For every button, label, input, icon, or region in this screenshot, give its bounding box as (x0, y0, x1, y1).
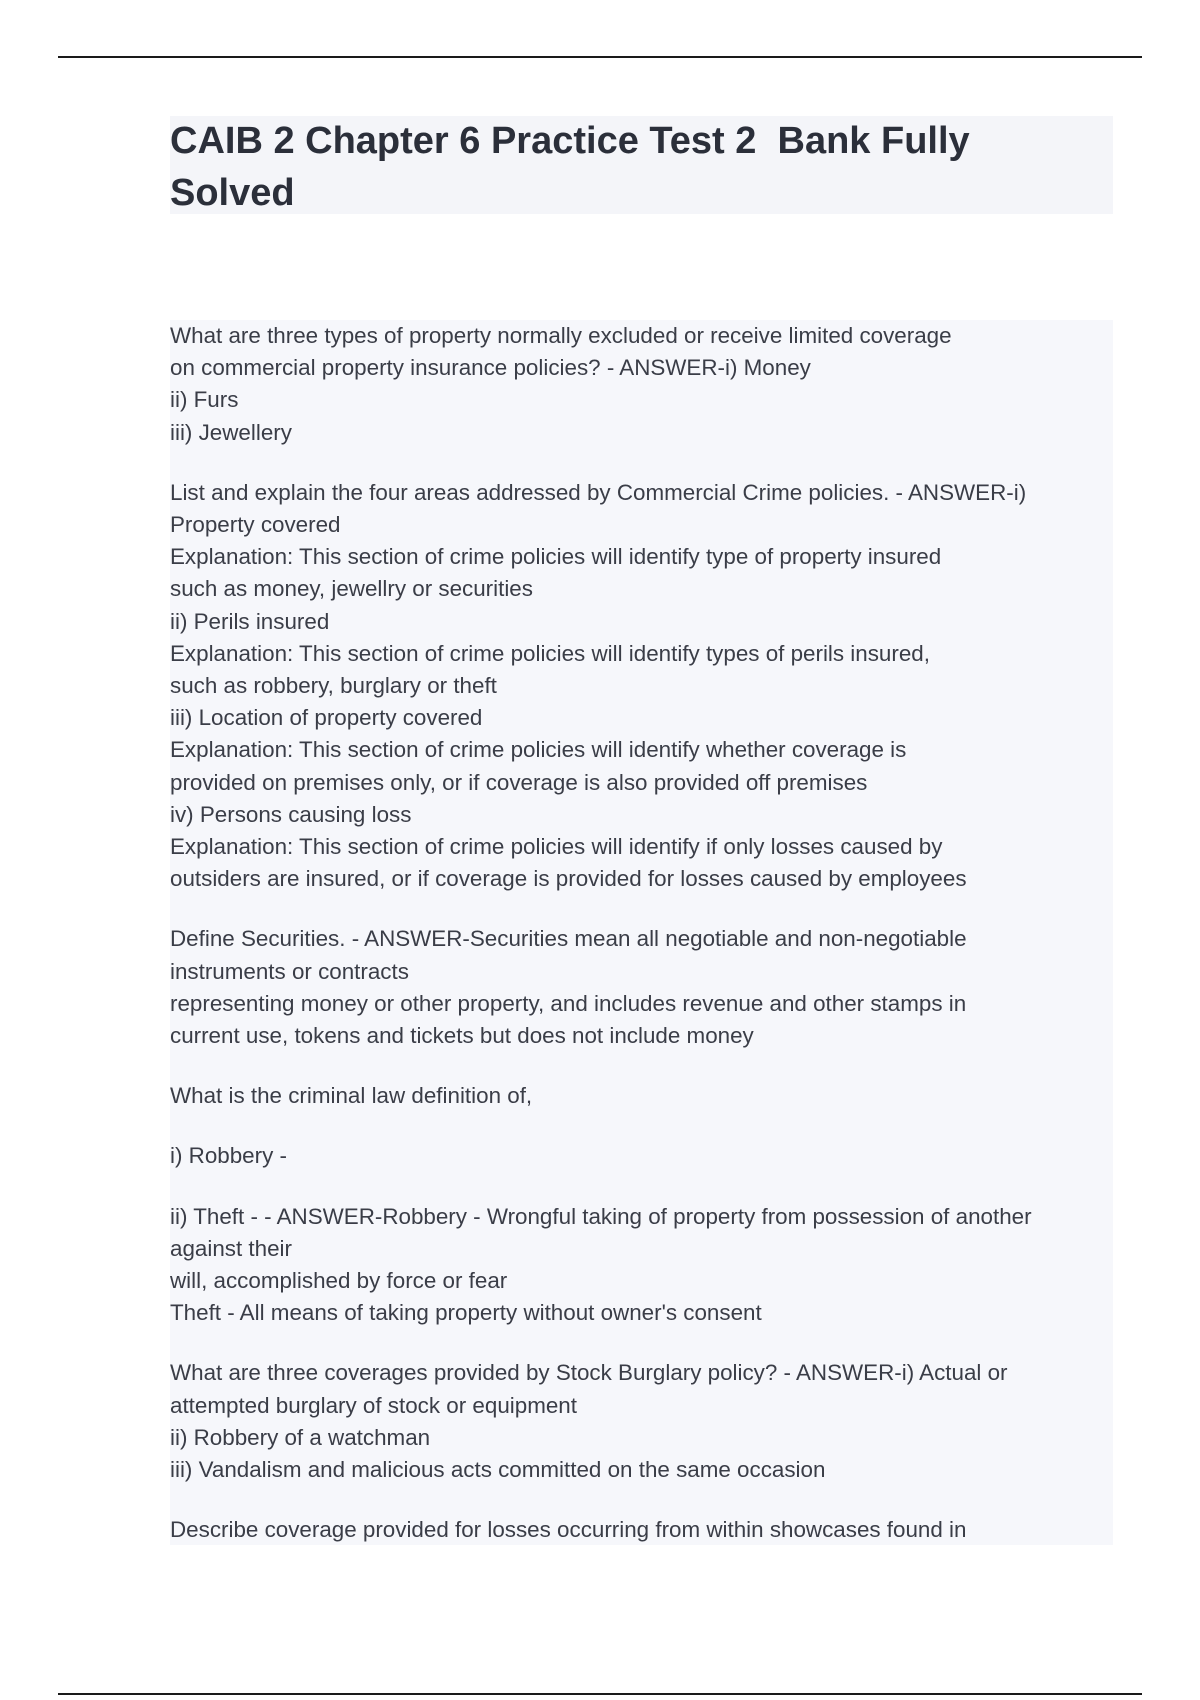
qa-line: instruments or contracts (170, 958, 409, 984)
qa-item (170, 1140, 1113, 1172)
qa-item (170, 477, 1113, 896)
qa-content (170, 320, 1113, 1545)
qa-line: representing money or other property, and includes revenue and other stamps in (170, 990, 967, 1016)
qa-line: Describe coverage provided for losses occurring from within showcases found in (170, 1517, 967, 1543)
qa-line: outsiders are insured, or if coverage is provided for losses caused by employees (170, 866, 967, 892)
bottom-rule (58, 1693, 1142, 1695)
qa-line: iii) Jewellery (170, 419, 292, 445)
qa-item (170, 1201, 1113, 1330)
qa-line: provided on premises only, or if coverage is also provided off premises (170, 769, 868, 795)
qa-line: ii) Theft - - ANSWER-Robbery - Wrongful taking of property from possession of another (170, 1203, 1032, 1229)
qa-line: What are three types of property normally excluded or receive limited coverage (170, 323, 952, 348)
qa-item (170, 1357, 1113, 1486)
qa-line: iii) Vandalism and malicious acts committed on the same occasion (170, 1457, 826, 1483)
qa-line: What is the criminal law definition of, (170, 1083, 533, 1109)
title-line: Solved (170, 172, 295, 214)
qa-line: What are three coverages provided by Stock Burglary policy? - ANSWER-i) Actual or (170, 1360, 1008, 1386)
qa-line: against their (170, 1235, 292, 1261)
qa-line: such as robbery, burglary or theft (170, 673, 497, 699)
top-rule (58, 56, 1142, 58)
qa-line: List and explain the four areas addressed by Commercial Crime policies. - ANSWER-i) (170, 479, 1027, 505)
title-line: CAIB 2 Chapter 6 Practice Test 2 Bank Fully (170, 120, 970, 162)
qa-line: ii) Perils insured (170, 608, 330, 634)
qa-item (170, 320, 1113, 449)
qa-line: on commercial property insurance policies? - ANSWER-i) Money (170, 355, 811, 381)
qa-line: Explanation: This section of crime policies will identify types of perils insured, (170, 640, 930, 666)
qa-line: i) Robbery - (170, 1143, 287, 1169)
qa-line: attempted burglary of stock or equipment (170, 1392, 577, 1418)
qa-line: will, accomplished by force or fear (170, 1268, 508, 1294)
title-block (170, 116, 1113, 214)
qa-line: ii) Furs (170, 387, 239, 413)
qa-line: current use, tokens and tickets but does not include money (170, 1023, 754, 1049)
qa-item (170, 1080, 1113, 1112)
qa-line: iii) Location of property covered (170, 705, 483, 731)
qa-line: such as money, jewellry or securities (170, 576, 533, 602)
qa-line: Explanation: This section of crime policies will identify if only losses caused by (170, 834, 943, 860)
qa-item (170, 923, 1113, 1052)
qa-line: Define Securities. - ANSWER-Securities mean all negotiable and non-negotiable (170, 926, 967, 952)
qa-line: Property covered (170, 512, 341, 538)
qa-item (170, 1514, 1113, 1546)
qa-line: ii) Robbery of a watchman (170, 1424, 431, 1450)
document-title (170, 115, 1113, 219)
qa-line: Explanation: This section of crime policies will identify whether coverage is (170, 737, 907, 763)
qa-line: iv) Persons causing loss (170, 801, 412, 827)
qa-line: Theft - All means of taking property without owner's consent (170, 1300, 762, 1326)
qa-line: Explanation: This section of crime policies will identify type of property insured (170, 544, 942, 570)
